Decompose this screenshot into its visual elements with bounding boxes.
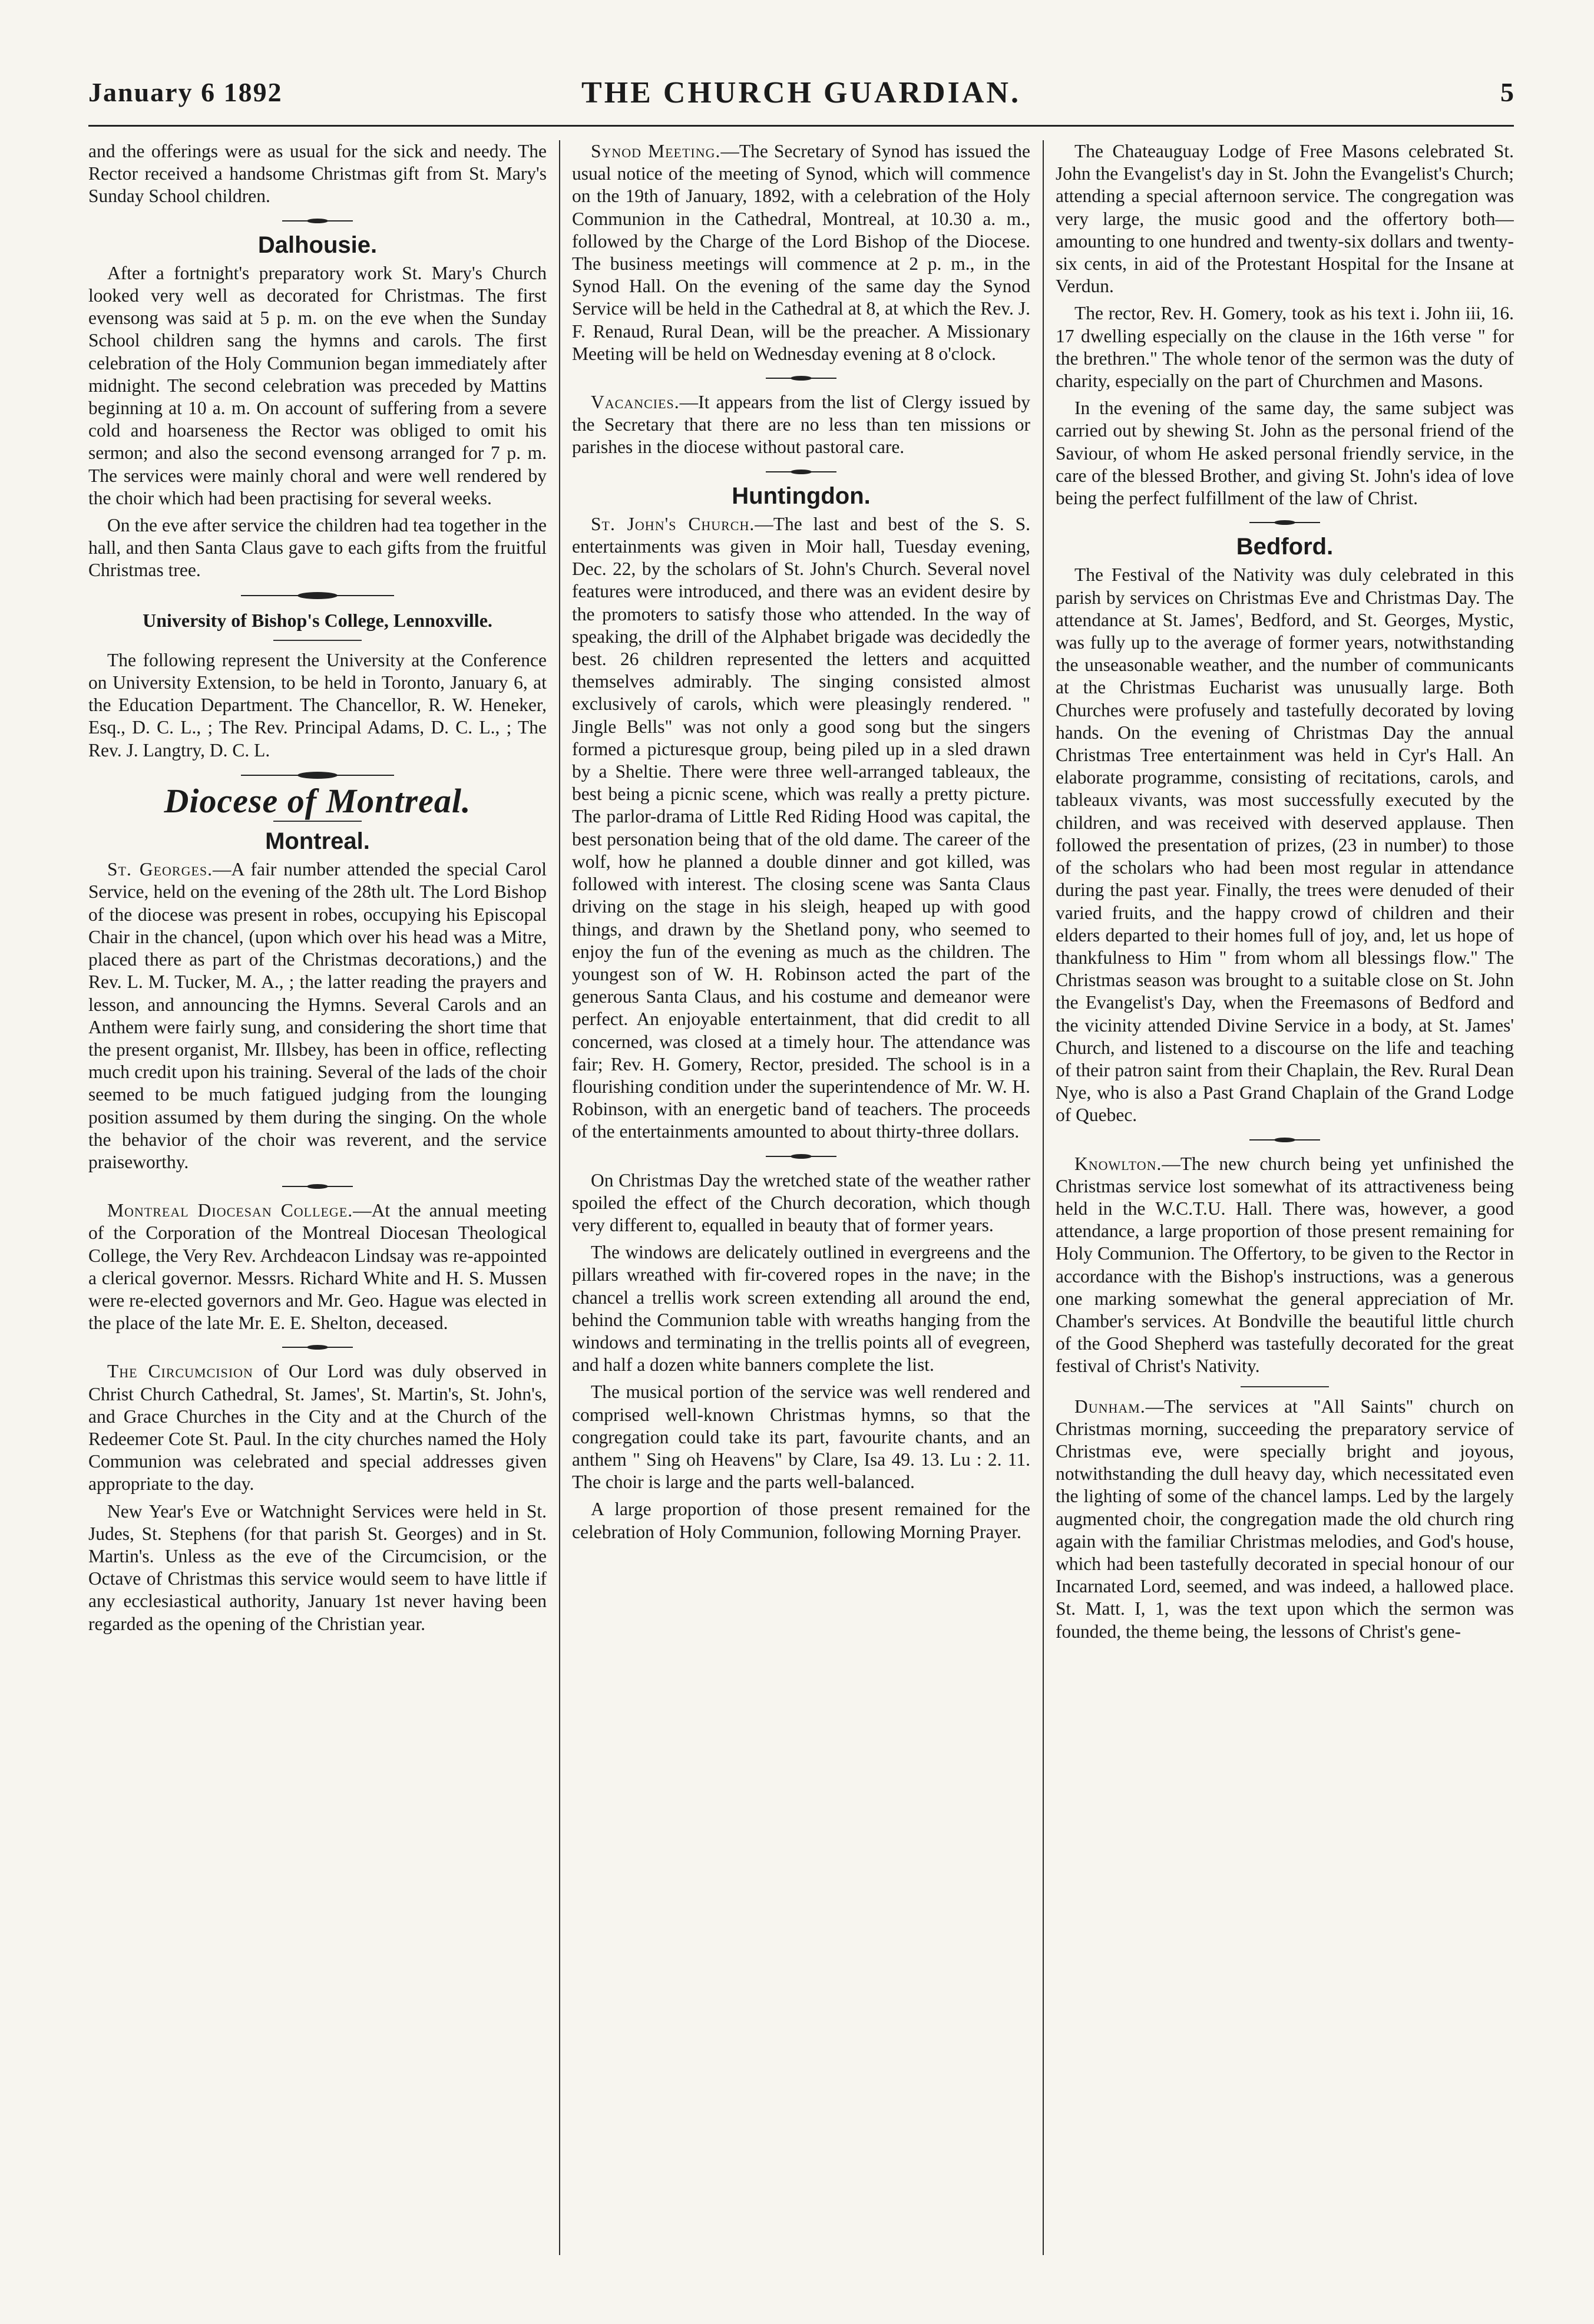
paragraph: After a fortnight's preparatory work St. Mary's Church looked very well as decorated for Christmas. The first evensong was said at 5 p. m. on the eve when the Sunday School children sang the hymns and carols. The first celebration of the Holy Communion began immediately after midnight. The second celebration was preceded by Mattins beginning at 10 a. m. On account of suffering from a severe cold and hoarseness the Rector was obliged to omit his sermon; and also the second evensong arranged for 7 p. m. The services were mainly choral and were well rendered by the choir which had been practising for several weeks.	[88, 262, 547, 508]
column-rule	[1043, 140, 1044, 2255]
section-heading: Huntingdon.	[732, 482, 871, 509]
issue-date: January 6 1892	[88, 77, 283, 107]
paragraph	[572, 513, 1030, 1143]
paragraph: The Chateauguay Lodge of Free Masons celebrated St. John the Evangelist's day in St. John the Evangelist's Church; attending a special afternoon service. The congregation was very large, the music good and the offertory both—amounting to one hundred and twenty-six dollars and twenty-six cents, in aid of the Protestant Hospital for the Insane at Verdun.	[1056, 141, 1514, 297]
short-rule	[273, 640, 362, 641]
paragraph: On Christmas Day the wretched state of the weather rather spoiled the effect of the Church decoration, which though very different to, equalled in beauty that of former years.	[572, 1169, 1030, 1235]
paragraph-lead: Knowlton.	[1074, 1153, 1162, 1174]
paragraph: The following represent the University at the Conference on University Extension, to be held in Toronto, January 6, at the Education Department. The Chancellor, R. W. Heneker, Esq., D. C. L., ; The Rev. Principal Adams, D. C. L., ; The Rev. J. Langtry, D. C. L.	[88, 649, 547, 761]
paragraph-lead: St. John's Church.	[591, 513, 755, 534]
column-rule	[559, 140, 560, 2255]
paragraph-lead: Vacancies.	[591, 392, 680, 413]
ornament-divider	[241, 771, 394, 779]
ornament-divider	[766, 1153, 836, 1160]
column-3	[1056, 140, 1514, 2255]
paragraph-text: —The new church being yet unfinished the Christmas service lost somewhat of its attractiveness being held in the W.C.T.U. Hall. There was, however, a good attendance, a large proportion of those present remaining for Holy Communion. The Offertory, to be given to the Rector in accordance with the Bishop's instructions, was a generous one marking somewhat the general appreciation of Mr. Chamber's services. At Bondville the beautiful little church of the Good Shepherd was tastefully decorated for the great festival of Christ's Nativity.	[1056, 1153, 1514, 1377]
masthead	[88, 71, 1514, 127]
short-rule	[1241, 1386, 1329, 1387]
ornament-divider	[282, 1344, 353, 1351]
paragraph: In the evening of the same day, the same subject was carried out by shewing St. John as the personal friend of the Saviour, of whom He asked personal friendly service, in the care of the blessed Brother, and giving St. John's idea of love being the perfect fulfillment of the law of Christ.	[1056, 398, 1514, 509]
column-2	[572, 140, 1030, 2255]
ornament-divider	[766, 468, 836, 475]
newspaper-title: THE CHURCH GUARDIAN.	[581, 76, 1021, 110]
ornament-divider	[282, 217, 353, 224]
ornament-divider	[241, 591, 394, 600]
paragraph-lead: St. Georges.	[107, 859, 213, 880]
paragraph-text: —The services at "All Saints" church on Christmas morning, succeeding the preparatory service of Christmas eve, were specially bright and joyous, notwithstanding the dull heavy day, which necessitated even the lighting of some of the chancel lamps. Led by the largely augmented choir, the congregation made the old church ring again with the familiar Christmas melodies, and God's house, which had been tastefully decorated in special honour of our Incarnated Lord, seemed, and was indeed, a hallowed place. St. Matt. I, 1, was the text upon which the sermon was founded, the theme being, the lessons of Christ's gene-	[1056, 1396, 1514, 1642]
paragraph-text: —The last and best of the S. S. entertainments was given in Moir hall, Tuesday evening, Dec. 22, by the scholars of St. John's Church. Several novel features were introduced, and there was an evident desire by the promoters to satisfy those who attended. In the way of speaking, the drill of the Alphabet brigade was decidedly the best. 26 children represented the letters and acquitted themselves admirably. The singing consisted almost exclusively of carols, which were pleasingly rendered. " Jingle Bells" was not only a good song but the singers formed a picturesque group, being piled up in a sled drawn by a Sheltie. There were three well-arranged tableaux, the best being a picnic scene, which was really a pretty picture. The parlor-drama of Little Red Riding Hood was capital, the best personation being that of the old dame. The career of the wolf, how he planned a double dinner and got killed, was followed with interest. The closing scene was Santa Claus driving on the stage in his sleigh, heaped up with good things, and drawn by the Shetland pony, who seemed to enjoy the fun of the evening as much as the children. The youngest son of W. H. Robinson acted the part of the generous Santa Claus, and his costume and demeanor were perfect. An enjoyable entertainment, that did credit to all concerned, was closed at a timely hour. The attendance was fair; Rev. H. Gomery, Rector, presided. The school is in a flourishing condition under the superintendence of Mr. W. H. Robinson, with an energetic band of teachers. The proceeds of the entertainments amounted to about thirty-three dollars.	[572, 513, 1030, 1142]
paragraph: On the eve after service the children had tea together in the hall, and then Santa Claus gave to each gifts from the fruitful Christmas tree.	[88, 515, 547, 581]
paragraph	[1056, 1396, 1514, 1643]
paragraph-text: —It appears from the list of Clergy issued by the Secretary that there are no less than ten missions or parishes in the diocese without pastoral care.	[572, 392, 1030, 458]
paragraph-lead: Synod Meeting.	[591, 141, 721, 161]
paragraph: The rector, Rev. H. Gomery, took as his text i. John iii, 16. 17 dwelling especially on the clause in the 16th verse " for the brethren." The whole tenor of the sermon was the duty of charity, especially on the part of Churchmen and Masons.	[1056, 303, 1514, 392]
paragraph-lead: Montreal Diocesan College.	[107, 1200, 353, 1221]
paragraph-lead: Dunham.	[1074, 1396, 1146, 1417]
paragraph: New Year's Eve or Watchnight Services were held in St. Judes, St. Stephens (for that parish St. Georges) and in St. Martin's. Unless as the eve of the Circumcision, or the Octave of Christmas this service would seem to have little if any ecclesiastical authority, January 1st never having been regarded as the opening of the Christian year.	[88, 1500, 547, 1634]
paragraph	[88, 1360, 547, 1495]
section-subheading: University of Bishop's College, Lennoxville.	[143, 609, 492, 631]
section-heading: Dalhousie.	[257, 232, 378, 258]
paragraph-text: of Our Lord was duly observed in Christ Church Cathedral, St. James', St. Martin's, St. John's, and Grace Churches in the City and at the Church of the Redeemer Cote St. Paul. In the city churches named the Holy Communion was celebrated and special addresses given appropriate to the day.	[88, 1361, 547, 1495]
ornament-divider	[1249, 519, 1320, 526]
paragraph	[88, 858, 547, 1173]
diocese-heading: Diocese of Montreal.	[164, 781, 471, 820]
page-number: 5	[1500, 77, 1514, 107]
paragraph	[88, 1199, 547, 1334]
paragraph: The musical portion of the service was well rendered and comprised well-known Christmas hymns, so that the congregation could take its part, favourite chants, and an anthem " Sing oh Heavens" by Clare, Isa 49. 13. Lu : 2. 11. The choir is large and the parts well-balanced.	[572, 1381, 1030, 1493]
newspaper-page	[88, 71, 1514, 2262]
paragraph-text: —At the annual meeting of the Corporation of the Montreal Diocesan Theological College, the Very Rev. Archdeacon Lindsay was re-appointed a clerical governor. Messrs. Richard White and H. S. Mussen were re-elected governors and Mr. Geo. Hague was elected in the place of the late Mr. E. E. Shelton, deceased.	[88, 1200, 547, 1334]
section-heading: Montreal.	[265, 828, 370, 855]
paragraph-text: —A fair number attended the special Carol Service, held on the evening of the 28th ult. The Lord Bishop of the diocese was present in robes, occupying his Episcopal Chair in the chancel, (upon which over his head was a Mitre, placed there as part of the Christmas decorations,) and the Rev. L. M. Tucker, M. A., ; the latter reading the prayers and lesson, and announcing the Hymns. Several Carols and an Anthem were fairly sung, and considering the short time that the present organist, Mr. Illsbey, has been in office, reflecting much credit upon his training. Several of the lads of the choir seemed to be much fatigued judging from the lounging position assumed by them during the singing. On the whole the behavior of the choir was reverent, and the service praiseworthy.	[88, 859, 547, 1172]
paragraph: The Festival of the Nativity was duly celebrated in this parish by services on Christmas Eve and Christmas Day. The attendance at St. James', Bedford, and St. Georges, Mystic, was fully up to the average of former years, notwithstanding the unseasonable weather, and the number of communicants at the Christmas Eucharist was unusually large. Both Churches were profusely and tastefully decorated by loving hands. On the evening of Christmas Day the annual Christmas Tree entertainment was held in Cyr's Hall. An elaborate programme, consisting of recitations, carols, and tableaux vivants, was most successfully executed by the children, and was received with deserved applause. Then followed the presentation of prizes, (23 in number) to those of the scholars who had been most regular in attendance during the past year. Finally, the trees were denuded of their varied fruits, and the happy crowd of children and their elders departed to their homes full of joy, and, let us hope of thankfulness to Him " from whom all blessings flow." The Christmas season was brought to a suitable close on St. John the Evangelist's Day, when the Freemasons of Bedford and the vicinity attended Divine Service in a body, at St. James' Church, and listened to a discourse on the life and teaching of their patron saint from their Chaplain, the Rev. Rural Dean Nye, who is also a Past Grand Chaplain of the Grand Lodge of Quebec.	[1056, 564, 1514, 1126]
paragraph	[1056, 1153, 1514, 1378]
section-heading: Bedford.	[1236, 534, 1334, 560]
paragraph: The windows are delicately outlined in evergreens and the pillars wreathed with fir-covered ropes in the nave; in the chancel a trellis work screen extending all around the end, behind the Communion table with wreaths hanging from the windows and terminating in the trellis points all of evegreen, and half a dozen white banners complete the list.	[572, 1242, 1030, 1376]
paragraph	[572, 391, 1030, 459]
ornament-divider	[766, 375, 836, 382]
paragraph: A large proportion of those present remained for the celebration of Holy Communion, following Morning Prayer.	[572, 1499, 1030, 1542]
ornament-divider	[282, 1183, 353, 1190]
column-1	[88, 140, 547, 2255]
paragraph-text: —The Secretary of Synod has issued the usual notice of the meeting of Synod, which will commence on the 19th of January, 1892, with a celebration of the Holy Communion in the Cathedral, Montreal, at 10.30 a. m., followed by the Charge of the Lord Bishop of the Diocese. The business meetings will commence at 2 p. m., in the Synod Hall. On the evening of the same day the Synod Service will be held in the Cathedral at 8, at which the Rev. J. F. Renaud, Rural Dean, will be the preacher. A Missionary Meeting will be held on Wednesday evening at 8 o'clock.	[572, 141, 1030, 364]
paragraph	[572, 140, 1030, 365]
short-rule	[273, 821, 362, 822]
paragraph-lead: The Circumcision	[107, 1361, 253, 1382]
ornament-divider	[1249, 1136, 1320, 1143]
paragraph: and the offerings were as usual for the sick and needy. The Rector received a handsome Christmas gift from St. Mary's Sunday School children.	[88, 141, 547, 207]
